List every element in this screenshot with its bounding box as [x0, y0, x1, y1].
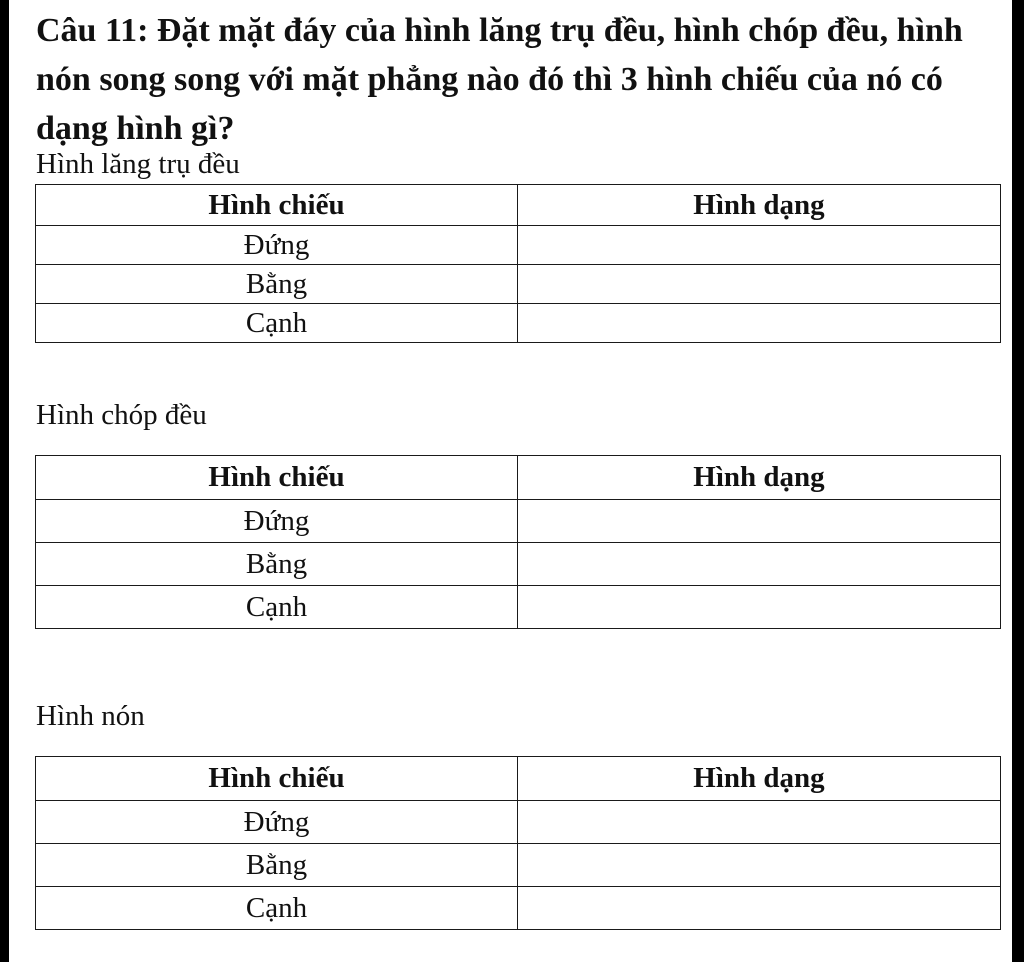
projection-name-cell: Cạnh	[36, 586, 518, 629]
header-shape: Hình dạng	[518, 456, 1001, 500]
shape-answer-cell	[518, 887, 1001, 930]
projection-name-cell: Đứng	[36, 500, 518, 543]
table-row	[36, 226, 1001, 265]
table-row	[36, 265, 1001, 304]
projection-table-prism	[35, 184, 1001, 343]
shape-answer-cell	[518, 304, 1001, 343]
shape-answer-cell	[518, 586, 1001, 629]
projection-name-cell: Cạnh	[36, 887, 518, 930]
projection-table-cone	[35, 756, 1001, 930]
section-label-prism: Hình lăng trụ đều	[36, 148, 240, 180]
table-row	[36, 887, 1001, 930]
shape-answer-cell	[518, 801, 1001, 844]
shape-answer-cell	[518, 226, 1001, 265]
table-header-row	[36, 185, 1001, 226]
projection-name-cell: Đứng	[36, 801, 518, 844]
shape-answer-cell	[518, 844, 1001, 887]
header-shape: Hình dạng	[518, 757, 1001, 801]
table-row	[36, 844, 1001, 887]
projection-name-cell: Cạnh	[36, 304, 518, 343]
projection-table-pyramid	[35, 455, 1001, 629]
projection-name-cell: Bằng	[36, 844, 518, 887]
table-header-row	[36, 456, 1001, 500]
header-shape: Hình dạng	[518, 185, 1001, 226]
section-label-pyramid: Hình chóp đều	[36, 399, 207, 431]
question-text: Câu 11: Đặt mặt đáy của hình lăng trụ đều, hình chóp đều, hình nón song song với mặt phẳng nào đó thì 3 hình chiếu của nó có dạng hình gì?	[36, 12, 963, 147]
header-projection: Hình chiếu	[36, 456, 518, 500]
shape-answer-cell	[518, 500, 1001, 543]
table-header-row	[36, 757, 1001, 801]
section-label-cone: Hình nón	[36, 700, 145, 732]
table-row	[36, 586, 1001, 629]
header-projection: Hình chiếu	[36, 185, 518, 226]
shape-answer-cell	[518, 265, 1001, 304]
document-page	[9, 0, 1012, 962]
projection-name-cell: Bằng	[36, 543, 518, 586]
shape-answer-cell	[518, 543, 1001, 586]
table-row	[36, 543, 1001, 586]
table-row	[36, 500, 1001, 543]
projection-name-cell: Đứng	[36, 226, 518, 265]
table-row	[36, 304, 1001, 343]
table-row	[36, 801, 1001, 844]
projection-name-cell: Bằng	[36, 265, 518, 304]
header-projection: Hình chiếu	[36, 757, 518, 801]
